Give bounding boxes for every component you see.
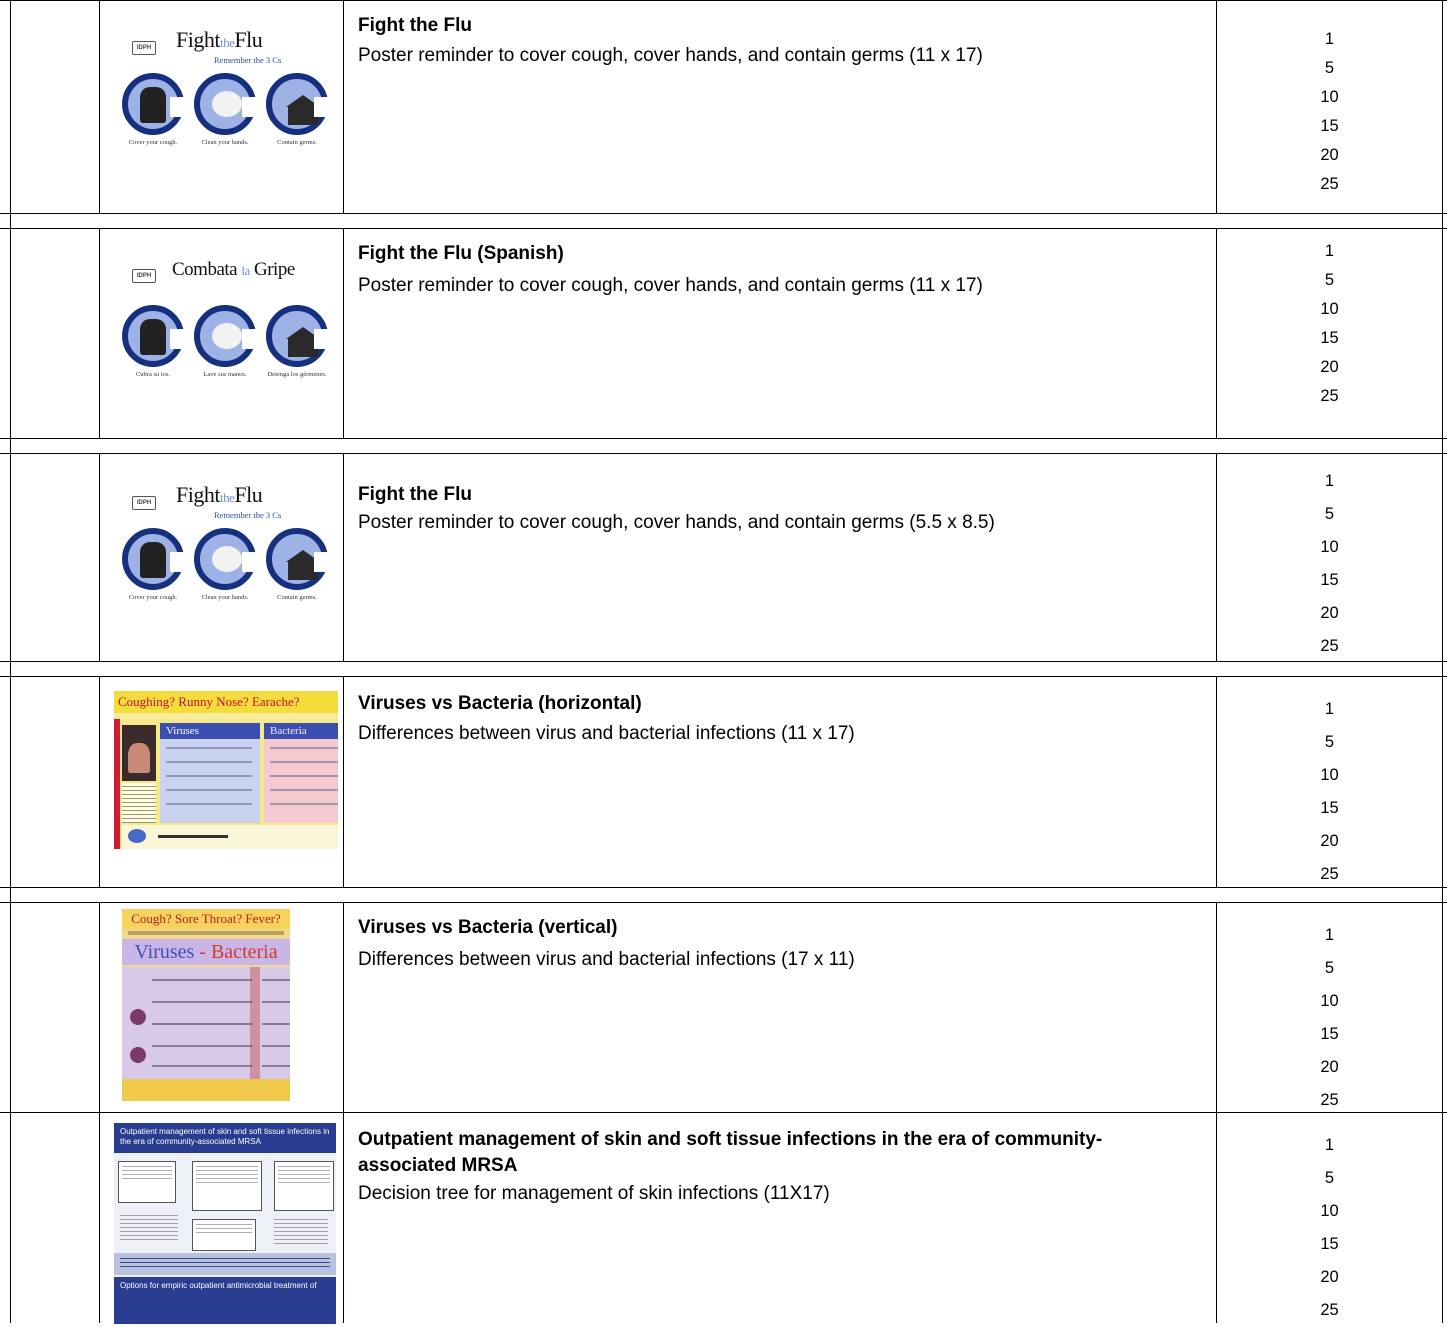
poster-headline: Combata la Gripe xyxy=(172,259,295,280)
poster-headline: Coughing? Runny Nose? Earache? xyxy=(114,691,338,713)
row-spacer xyxy=(10,214,1443,228)
quantity-list xyxy=(1217,237,1442,411)
quantity-list xyxy=(1217,465,1442,663)
quantity-option[interactable]: 20 xyxy=(1320,1268,1339,1286)
poster-thumbnail[interactable] xyxy=(122,909,290,1101)
idph-logo: IDPH xyxy=(132,496,156,510)
quantity-option[interactable]: 10 xyxy=(1320,300,1339,318)
hands-icon xyxy=(194,305,256,367)
quantity-option[interactable]: 5 xyxy=(1324,1169,1335,1187)
quantity-option[interactable]: 15 xyxy=(1320,329,1339,347)
quantity-cell xyxy=(1216,229,1443,438)
virus-icon xyxy=(130,1009,146,1025)
thumbnail-cell xyxy=(99,229,343,438)
cough-icon xyxy=(122,73,184,135)
quantity-option[interactable]: 1 xyxy=(1324,242,1335,260)
house-icon xyxy=(266,528,328,590)
item-description: Poster reminder to cover cough, cover hands, and contain germs (11 x 17) xyxy=(358,275,983,296)
caption: Cover your cough. xyxy=(128,139,178,146)
poster-headline: FighttheFlu xyxy=(176,482,263,507)
quantity-option[interactable]: 25 xyxy=(1320,1301,1339,1319)
item-title: Fight the Flu xyxy=(358,15,472,36)
thumbnail-cell xyxy=(99,1,343,213)
item-title: Outpatient management of skin and soft tissue infections in the era of community-associated MRSA xyxy=(358,1129,1103,1176)
poster-thumbnail[interactable] xyxy=(114,15,336,185)
quantity-option[interactable]: 5 xyxy=(1324,271,1335,289)
quantity-option[interactable]: 15 xyxy=(1320,117,1339,135)
quantity-option[interactable]: 15 xyxy=(1320,1025,1339,1043)
hands-icon xyxy=(194,528,256,590)
quantity-option[interactable]: 25 xyxy=(1320,175,1339,193)
quantity-option[interactable]: 20 xyxy=(1320,832,1339,850)
quantity-option[interactable]: 10 xyxy=(1320,992,1339,1010)
poster-thumbnail[interactable] xyxy=(114,470,336,640)
quantity-cell xyxy=(1216,1,1443,213)
quantity-option[interactable]: 15 xyxy=(1320,1235,1339,1253)
quantity-option[interactable]: 20 xyxy=(1320,604,1339,622)
caption: Clean your hands. xyxy=(201,594,249,601)
quantity-option[interactable]: 10 xyxy=(1320,538,1339,556)
description-cell xyxy=(343,454,1216,661)
poster-headline: Cough? Sore Throat? Fever? xyxy=(122,909,290,929)
blank-cell xyxy=(10,454,99,661)
poster-subhead: Remember the 3 Cs xyxy=(214,510,282,520)
description-cell xyxy=(343,677,1216,887)
quantity-cell xyxy=(1216,903,1443,1112)
caption: Contain germs. xyxy=(277,594,317,601)
quantity-option[interactable]: 10 xyxy=(1320,766,1339,784)
quantity-option[interactable]: 20 xyxy=(1320,358,1339,376)
blank-cell xyxy=(10,677,99,887)
table-row xyxy=(0,902,1447,1113)
quantity-cell xyxy=(1216,677,1443,887)
item-description: Differences between virus and bacterial infections (17 x 11) xyxy=(358,949,855,970)
poster-thumbnail[interactable] xyxy=(114,243,336,413)
doctor-photo xyxy=(122,725,156,781)
blank-cell xyxy=(10,903,99,1112)
viruses-panel-heading: Viruses xyxy=(160,723,260,739)
table-row xyxy=(0,1112,1447,1323)
poster-subhead: Remember the 3 Cs xyxy=(214,55,282,65)
quantity-option[interactable]: 25 xyxy=(1320,865,1339,883)
table-row xyxy=(0,676,1447,888)
item-description: Differences between virus and bacterial infections (11 x 17) xyxy=(358,723,855,744)
thumbnail-cell xyxy=(99,677,343,887)
caption: Clean your hands. xyxy=(201,139,249,146)
quantity-option[interactable]: 5 xyxy=(1324,505,1335,523)
table-row xyxy=(0,453,1447,662)
quantity-cell xyxy=(1216,1113,1443,1323)
caption: Cover your cough. xyxy=(128,594,178,601)
description-cell xyxy=(343,229,1216,438)
quantity-option[interactable]: 5 xyxy=(1324,733,1335,751)
virus-icon xyxy=(130,1047,146,1063)
row-spacer xyxy=(10,888,1443,902)
blank-cell xyxy=(10,229,99,438)
poster-footer: Options for empiric outpatient antimicrobial treatment of xyxy=(114,1277,336,1324)
description-cell xyxy=(343,1,1216,213)
quantity-option[interactable]: 1 xyxy=(1324,700,1335,718)
quantity-option[interactable]: 15 xyxy=(1320,799,1339,817)
thumbnail-cell xyxy=(99,903,343,1112)
quantity-list xyxy=(1217,1129,1442,1327)
row-spacer xyxy=(10,439,1443,453)
item-description: Poster reminder to cover cough, cover hands, and contain germs (11 x 17) xyxy=(358,45,983,66)
quantity-option[interactable]: 20 xyxy=(1320,1058,1339,1076)
item-description: Poster reminder to cover cough, cover hands, and contain germs (5.5 x 8.5) xyxy=(358,512,995,533)
quantity-option[interactable]: 1 xyxy=(1324,926,1335,944)
quantity-option[interactable]: 10 xyxy=(1320,1202,1339,1220)
blank-cell xyxy=(10,1113,99,1323)
description-cell xyxy=(343,1113,1216,1323)
table-row xyxy=(0,0,1447,214)
poster-thumbnail[interactable] xyxy=(114,691,338,849)
quantity-option[interactable]: 25 xyxy=(1320,387,1339,405)
quantity-list xyxy=(1217,25,1442,199)
quantity-option[interactable]: 25 xyxy=(1320,637,1339,655)
caption: Cubra su tos. xyxy=(135,371,171,378)
description-cell xyxy=(343,903,1216,1112)
blank-cell xyxy=(10,1,99,213)
quantity-list xyxy=(1217,919,1442,1117)
thumbnail-cell xyxy=(99,1113,343,1323)
quantity-option[interactable]: 1 xyxy=(1324,30,1335,48)
poster-thumbnail[interactable] xyxy=(114,1123,336,1324)
thumbnail-cell xyxy=(99,454,343,661)
hands-icon xyxy=(194,73,256,135)
idph-logo: IDPH xyxy=(132,41,156,55)
row-spacer xyxy=(10,662,1443,676)
quantity-option[interactable]: 5 xyxy=(1324,959,1335,977)
house-icon xyxy=(266,305,328,367)
quantity-option[interactable]: 5 xyxy=(1324,59,1335,77)
house-icon xyxy=(266,73,328,135)
quantity-option[interactable]: 1 xyxy=(1324,1136,1335,1154)
table-row xyxy=(0,228,1447,439)
quantity-option[interactable]: 25 xyxy=(1320,1091,1339,1109)
item-description: Decision tree for management of skin infections (11X17) xyxy=(358,1183,830,1204)
item-title: Fight the Flu xyxy=(358,484,472,505)
cough-icon xyxy=(122,528,184,590)
quantity-list xyxy=(1217,693,1442,891)
caption: Lave sus manos. xyxy=(203,371,247,378)
poster-headline: Outpatient management of skin and soft tissue infections in the era of community-associated MRSA xyxy=(114,1123,336,1153)
caption: Detenga los gérmenes. xyxy=(267,371,327,378)
bacteria-panel-heading: Bacteria xyxy=(264,723,338,739)
idph-logo: IDPH xyxy=(132,269,156,283)
viruses-bacteria-banner: Viruses - Bacteria xyxy=(122,939,290,965)
quantity-option[interactable]: 1 xyxy=(1324,472,1335,490)
cough-icon xyxy=(122,305,184,367)
quantity-option[interactable]: 15 xyxy=(1320,571,1339,589)
quantity-option[interactable]: 10 xyxy=(1320,88,1339,106)
item-title: Fight the Flu (Spanish) xyxy=(358,243,564,264)
caption: Contain germs. xyxy=(277,139,317,146)
quantity-option[interactable]: 20 xyxy=(1320,146,1339,164)
poster-headline: FighttheFlu xyxy=(176,27,263,52)
item-title: Viruses vs Bacteria (horizontal) xyxy=(358,693,642,714)
quantity-cell xyxy=(1216,454,1443,661)
item-title: Viruses vs Bacteria (vertical) xyxy=(358,917,618,938)
